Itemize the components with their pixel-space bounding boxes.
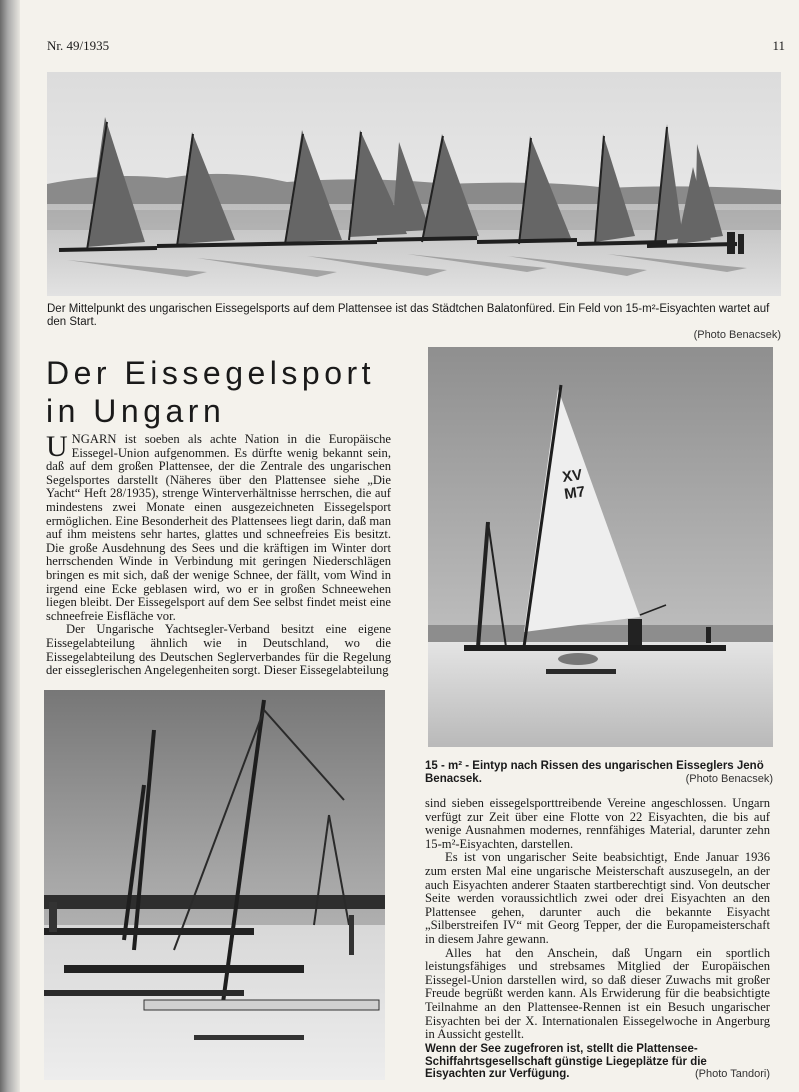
article-paragraph: Es ist von ungarischer Seite beabsichtigt, Ende Januar 1936 zum ersten Mal eine ungarische Meisterschaft auszusegeln, an der auch Eisyachten anderer Staaten startberechtigt sind. Von deutscher Seite werden voraussichtlich zwei oder drei Eisyachten an den Plattensee gehen, darunter auch die bekannte Eisyacht „Silberstreifen IV“ mit Georg Tepper, der die Europameisterschaft in diesem Jahre gewann. bbox=[425, 850, 770, 946]
article-column-2 bbox=[425, 797, 770, 1042]
paragraph-text: ist soeben als achte Nation in die Europäische Eissegel-Union aufgenommen. Es dürfte wenig bekannt sein, daß auf dem großen Plattensee, der die Zentrale des ungarischen Segelsportes darstellt (Näheres über den Plattensee siehe „Die Yacht“ Heft 28/1935), strenge Winterverhältnisse herrschen, die auf mindestens zwei Monate einen ausgezeichneten Eissegelsport ermöglichen. Eine Besonderheit des Plattensees liegt darin, daß man auf ihm meistens sehr hartes, glattes und schneefreies Eis besitzt. Die große Ausdehnung des Sees und die kräftigen im Winter dort herrschenden Winde in Verbindung mit geringen Niederschlägen bringen es mit sich, daß der wenige Schnee, der fällt, vom Wind in irgend eine Ecke geblasen wird, wo er in großen Schneewehen liegen bleibt. Der Eissegelsport auf dem See selbst findet meist eine schneefreie Eisfläche vor. bbox=[46, 432, 391, 623]
bottom-photo-caption bbox=[425, 1043, 770, 1081]
page-number: 11 bbox=[772, 38, 785, 53]
right-photo-caption bbox=[425, 760, 773, 785]
sail-code: M7 bbox=[563, 483, 587, 503]
top-caption-credit: (Photo Benacsek) bbox=[693, 329, 781, 341]
right-caption-text: 15 - m² - Eintyp nach Rissen des ungarischen Eisseglers Jenö Benacsek. bbox=[425, 760, 764, 785]
photo-ice-yacht-fleet bbox=[47, 72, 781, 296]
page-binding-edge bbox=[0, 0, 20, 1092]
article-title-line1: Der Eissegelsport bbox=[46, 355, 376, 391]
article-column-1 bbox=[46, 430, 391, 678]
top-caption-text: Der Mittelpunkt des ungarischen Eissegelsports auf dem Plattensee ist das Städtchen Balatonfüred. Ein Feld von 15-m²-Eisyachten wartet auf den Start. bbox=[47, 303, 770, 328]
article-paragraph: Der Ungarische Yachtsegler-Verband besitzt eine eigene Eissegelabteilung ähnlich wie in Deutschland, wo die Eissegelabteilung des Deutschen Seglerverbandes für die Regelung der eisseglerischen Angelegenheiten sorgt. Dieser Eissegelabteilung bbox=[46, 622, 391, 678]
bottom-caption-credit: (Photo Tandori) bbox=[694, 1068, 770, 1080]
article-paragraph bbox=[46, 430, 391, 623]
top-photo-caption bbox=[47, 303, 781, 342]
photo-ice-yachts-moorings bbox=[44, 690, 385, 1080]
article-title bbox=[46, 354, 426, 430]
article-paragraph: Alles hat den Anschein, daß Ungarn ein sportlich leistungsfähiges und strebsames Mitglied der Europäischen Eissegel-Union darstellen wird, so daß dieser Zuwachs mit großer Freude begrüßt werden kann. Als Erwiderung für die beabsichtigte Teilnahme an den Plattensee-Rennen ist ein Besuch ungarischer Eisyachten bei der X. Internationalen Eissegelwoche in Angerburg in Aussicht gestellt. bbox=[425, 945, 770, 1042]
right-caption-credit: (Photo Benacsek) bbox=[685, 772, 773, 785]
photo-single-ice-yacht bbox=[428, 347, 773, 747]
article-title-line2: in Ungarn bbox=[46, 393, 226, 429]
sail-number: XV bbox=[561, 466, 584, 486]
drop-cap: U bbox=[46, 430, 68, 463]
bottom-caption-text: Wenn der See zugefroren ist, stellt die Plattensee-Schiffahrtsgesellschaft günstige Liegeplätze für die Eisyachten zur Verfügung. bbox=[425, 1043, 707, 1080]
issue-number: Nr. 49/1935 bbox=[47, 38, 110, 53]
lead-caps: NGARN bbox=[71, 432, 117, 446]
article-paragraph: sind sieben eissegelsporttreibende Vereine angeschlossen. Ungarn verfügt zur Zeit über eine Flotte von 22 Eisyachten, die bis auf wenige Ausnahmen modernes, rennfähiges Material, darunter zehn 15-m²-Eisyachten, darstellen. bbox=[425, 796, 770, 851]
